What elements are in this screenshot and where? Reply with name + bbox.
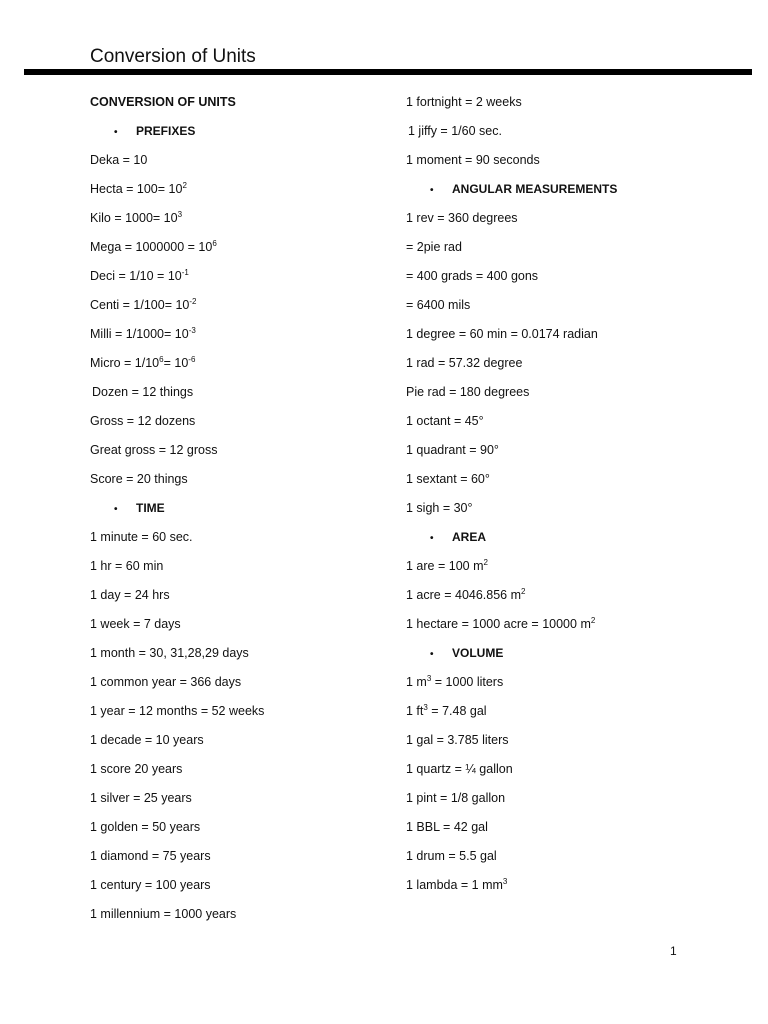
list-item: 1 quadrant = 90° — [406, 443, 499, 457]
bullet-icon: • — [114, 127, 118, 138]
left-column — [90, 93, 390, 934]
list-item: 1 month = 30, 31,28,29 days — [90, 646, 249, 660]
list-item: 1 are = 100 $m^2$ — [406, 558, 488, 573]
list-item: Score = 20 things — [90, 472, 188, 486]
bullet-icon: • — [430, 649, 434, 660]
bullet-icon: • — [430, 533, 434, 544]
bullet-icon: • — [114, 504, 118, 515]
section-heading-volume: • VOLUME — [406, 644, 726, 673]
list-item: 1 silver = 25 years — [90, 791, 192, 805]
list-item: 1 rad = 57.32 degree — [406, 356, 523, 370]
list-item: Centi = $1/100= 10^{-2}$ — [90, 297, 197, 312]
section-heading-conversion: CONVERSION OF UNITS — [90, 95, 236, 109]
list-item: 1 sextant = 60° — [406, 472, 490, 486]
list-item: 1 moment = 90 seconds — [406, 153, 540, 167]
list-item: Pie rad = 180 degrees — [406, 385, 530, 399]
list-item: Deci = $1/10 = 10^{-1}$ — [90, 268, 189, 283]
list-item: 1 acre = 4046.856 $m^2$ — [406, 587, 526, 602]
list-item: Hecta = $100= 10^2$ — [90, 181, 187, 196]
list-item: 1 octant = 45° — [406, 414, 484, 428]
page-title: Conversion of Units — [90, 46, 256, 67]
list-item: 1 sigh = 30° — [406, 501, 473, 515]
list-item: 1 diamond = 75 years — [90, 849, 211, 863]
page-number: 1 — [670, 944, 677, 958]
list-item: 1 pint = 1/8 gallon — [406, 791, 506, 805]
list-item: 1 fortnight = 2 weeks — [406, 95, 522, 109]
list-item: Great gross = 12 gross — [90, 443, 218, 457]
list-item: 1 degree = 60 min = 0.0174 radian — [406, 327, 598, 341]
list-item: 1 golden = 50 years — [90, 820, 201, 834]
list-item: 1 century = 100 years — [90, 878, 211, 892]
list-item: Gross = 12 dozens — [90, 414, 196, 428]
list-item: 1 rev = 360 degrees — [406, 211, 518, 225]
list-item: 1 $ft^3 = 7.48$ gal — [406, 703, 487, 718]
list-item: Kilo = $1000= 10^3$ — [90, 210, 183, 225]
list-item: = 400 grads = 400 gons — [406, 269, 539, 283]
section-heading-area: • AREA — [406, 528, 726, 557]
list-item: 1 gal = 3.785 liters — [406, 733, 509, 747]
list-item: 1 drum = 5.5 gal — [406, 849, 497, 863]
list-item: 1 common year = 366 days — [90, 675, 242, 689]
section-heading-time: • TIME — [90, 499, 390, 528]
list-item: Micro = $1/10^6= 10^{-6}$ — [90, 355, 196, 370]
list-item: = 2pie rad — [406, 240, 462, 254]
list-item: 1 lambda = 1 $mm^3$ — [406, 877, 508, 892]
list-item: 1 day = 24 hrs — [90, 588, 170, 602]
section-heading-angular: • ANGULAR MEASUREMENTS — [406, 180, 726, 209]
list-item: Deka = 10 — [90, 153, 148, 167]
list-item: Dozen = 12 things — [92, 385, 194, 399]
list-item: 1 score 20 years — [90, 762, 183, 776]
header-rule — [24, 69, 752, 75]
list-item: Milli = $1/1000= 10^{-3}$ — [90, 326, 196, 341]
list-item: Mega = $1000000 = 10^6$ — [90, 239, 217, 254]
right-column — [406, 93, 726, 905]
list-item: 1 year = 12 months = 52 weeks — [90, 704, 265, 718]
list-item: 1 millennium = 1000 years — [90, 907, 237, 921]
list-item: 1 hr = 60 min — [90, 559, 164, 573]
list-item: 1 hectare = 1000 acre = 10000 $m^2$ — [406, 616, 596, 631]
list-item: 1 $m^3 = 1000$ liters — [406, 674, 504, 689]
section-heading-prefixes: • PREFIXES — [90, 122, 390, 151]
list-item: 1 minute = 60 sec. — [90, 530, 193, 544]
list-item: = 6400 mils — [406, 298, 471, 312]
list-item: 1 quartz = ¼ gallon — [406, 762, 513, 776]
list-item: 1 week = 7 days — [90, 617, 181, 631]
list-item: 1 jiffy = 1/60 sec. — [408, 124, 502, 138]
list-item: 1 BBL = 42 gal — [406, 820, 488, 834]
bullet-icon: • — [430, 185, 434, 196]
list-item: 1 decade = 10 years — [90, 733, 204, 747]
